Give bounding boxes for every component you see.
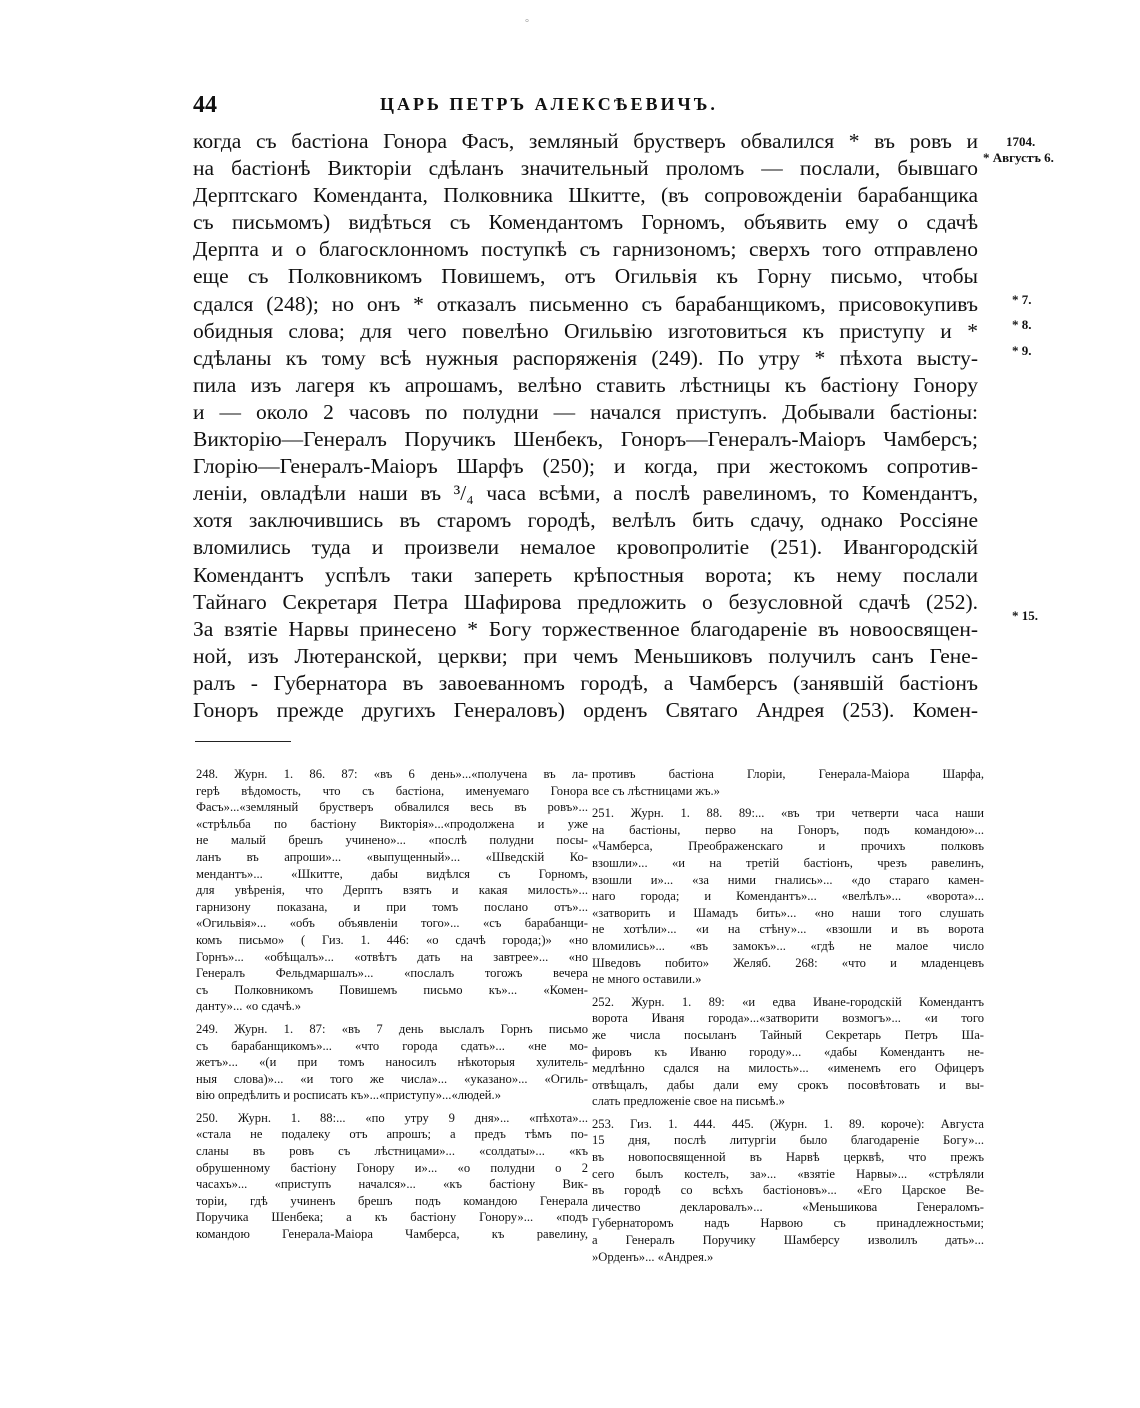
footnote-line: 252. Журн. 1. 89: «и едва Иване-городскій Комендантъ [592,994,984,1009]
main-text-line: ралъ - Губернатора въ завоеванномъ городѣ, а Чамберсъ (занявшій бастіонъ [193,670,978,695]
footnote-line: 248. Журн. 1. 86. 87: «въ 6 день»...«получена въ ла- [196,767,588,781]
footnote-line: личество декларовалъ»... «Меньшикова Генераломъ- [592,1199,984,1214]
main-text-line: Глорію—Генералъ-Маіоръ Шарфъ (250); и когда, при жестокомъ сопротив- [193,454,978,479]
main-text-line: Викторію—Генералъ Поручикъ Шенбекъ, Гоноръ—Генералъ-Маіоръ Чамберсъ; [193,427,978,452]
main-text-line: когда съ бастіона Гонора Фасъ, земляный брустверъ обвалился * въ ровъ и [193,129,978,153]
main-text [193,128,978,724]
footnote-line: 15 дня, послѣ литургіи было благодареніе Богу»... [592,1133,984,1148]
footnote-line: 251. Журн. 1. 88. 89:... «въ три четверти часа наши [592,806,984,821]
footnote-line: комъ письмо» ( Гиз. 1. 446: «о сдачѣ города;)» «но [196,932,588,947]
footnote-line: часахъ»... «приступъ начался»... «къ бастіону Вик- [196,1177,588,1192]
main-text-line: хотя заключившись въ старомъ городѣ, велѣлъ бить сдачу, однако Россіяне [193,508,978,533]
footnote-line: взошли и»... «за ними гнались»... «до стараго камен- [592,872,984,887]
footnote [592,994,984,1110]
footnote [196,1021,588,1104]
footnote-line: вломились»... «въ замокъ»... «гдѣ не малое число [592,938,984,953]
footnote-line: съ барабанщикомъ»... «что города сдать»... «не мо- [196,1038,588,1053]
footnote-line: ланъ въ апроши»... «выпущенный»... «Шведскій Ко- [196,849,588,864]
footnote-line: данту»... «о сдачѣ.» [196,999,302,1014]
footnote-line: Фасъ»...«земляный брустверъ обвалился весь въ ровъ»... [196,800,588,815]
main-text-line: леніи, овладѣли наши въ ³/₄ часа всѣми, а послѣ равелиномъ, то Комендантъ, [193,481,978,506]
footnote-line: Горнъ»... «обѣщалъ»... «отвѣтъ дать на завтрее»... «но [196,949,588,964]
main-text-line: Комендантъ успѣлъ таки запереть крѣпостныя ворота; къ нему послали [193,562,978,587]
footnote-line: отвѣщалъ, дабы дали ему срокъ посовѣтовать и вы- [592,1077,984,1092]
footnote-line: не хотѣли»... «и на стѣну»... «взошли и въ ворота [592,922,984,937]
paper-speck: ° [525,18,529,29]
margin-note-year: 1704. [1006,134,1036,149]
footnote-line: 253. Гиз. 1. 444. 445. (Журн. 1. 89. короче): Августа [592,1116,984,1131]
footnote-line: наго города; и Комендантъ»... «велѣлъ»... «ворота»... [592,889,984,904]
footnote-line: обрушенному бастіону Гонору и»... «о полудни о 2 [196,1160,588,1175]
footnote-line: «стрѣльба по бастіону Викторія»...«продолжена и уже [196,816,588,831]
footnote-line: а Генералъ Поручику Шамберсу изволилъ дать»... [592,1233,984,1248]
margin-note-7: * 7. [1012,292,1032,307]
margin-note-august-6: * Августъ 6. [983,150,1054,165]
footnote-line: 250. Журн. 1. 88:... «по утру 9 дня»... «пѣхота»... [196,1110,588,1125]
footnote-line: вію опредѣлить и росписать къ»...«приступу»...«людей.» [196,1088,501,1103]
margin-note-15: * 15. [1012,608,1038,623]
page-number: 44 [193,92,217,118]
footnote [196,766,588,1015]
margin-note-9: * 9. [1012,343,1032,358]
running-title: ЦАРЬ ПЕТРЪ АЛЕКСѢЕВИЧЪ. [380,94,718,114]
main-text-line: Гоноръ прежде другихъ Генераловъ) орденъ Святаго Андрея (253). Комен- [193,697,978,722]
footnote-line: герѣ вѣдомость, что съ бастіона, именуемаго Гонора [196,783,588,798]
footnote-line: же числа посыланъ Тайный Секретарь Петръ Ша- [592,1027,984,1042]
footnote-line: жетъ»... «(и при томъ наносилъ нѣкоторыя хулитель- [196,1055,588,1070]
footnote-line: ворота Иваня города»...«затворити возмогъ»... «и того [592,1011,984,1026]
main-text-line: За взятіе Нарвы принесено * Богу торжественное благодареніе въ новоосвящен- [193,616,978,641]
main-text-line: обидныя слова; для чего повелѣно Огильвію изготовиться къ приступу и * [193,318,978,343]
footnote-line: «Огильвія»... «объ объявленіи того»... «съ барабанщи- [196,916,588,931]
footnote-line: »Орденъ»... «Андрея.» [592,1249,714,1264]
footnote-line: сланы въ ровъ съ лѣстницами»... «солдаты»... «къ [196,1144,588,1159]
footnote-line: съ Полковникомъ Повишемъ письмо къ»... «Комен- [196,982,588,997]
main-text-line: Дерптскаго Коменданта, Полковника Шкитте, (въ сопровожденіи барабанщика [193,183,978,208]
footnote-line: «стала не подалеку отъ апрошъ; а предъ тѣмъ по- [196,1127,588,1142]
footnote [592,1116,984,1265]
footnote-line: Поручика Шенбека; а къ бастіону Гонору»... «подъ [196,1210,588,1225]
footnote-line: для увѣренія, что Дерптъ взятъ и какая милость»... [196,883,588,898]
footnote-line: въ городѣ со всѣхъ бастіоновъ»... «Его Царское Ве- [592,1183,984,1198]
footnote-line: гарнизону показана, и при томъ послано отъ»... [196,899,588,914]
main-text-line: вломились туда и произвели немалое кровопролитіе (251). Ивангородскій [193,535,978,560]
footnote-line: фировъ къ Иваню городу»... «дабы Комендантъ не- [592,1044,984,1059]
footnote-line: ныя слова)»... «и того же числа»... «указано»... «Огиль- [196,1071,588,1086]
footnote-line: сего былъ костелъ, за»... «взятіе Нарвы»... «стрѣляли [592,1166,984,1181]
footnote-line: въ новопосвященной въ Нарвѣ церквѣ, что прежъ [592,1150,984,1165]
main-text-line: еще съ Полковникомъ Повишемъ, отъ Огильвія къ Горну письмо, чтобы [193,264,978,289]
main-text-line: ной, изъ Лютеранской, церкви; при чемъ Меньшиковъ получилъ санъ Гене- [193,643,978,668]
footnote [592,766,984,799]
footnote-line: все съ лѣстницами жъ.» [592,783,720,798]
footnote-line: Генералъ Фельдмаршалъ»... «послалъ тогожъ вечера [196,966,588,981]
footnote-line: слать предложеніе свое на письмѣ.» [592,1094,785,1109]
footnote-line: мендантъ»... «Шкитте, дабы видѣлся съ Горномъ, [196,866,588,881]
footnote [196,1110,588,1243]
margin-note-8: * 8. [1012,317,1032,332]
main-text-line: и — около 2 часовъ по полудни — начался приступъ. Добывали бастіоны: [193,399,978,424]
main-text-line: Дерпта и о благосклонномъ поступкѣ съ гарнизономъ; сверхъ того отправлено [193,237,978,262]
footnote-line: торіи, гдѣ учиненъ брешъ подъ командою Генерала [196,1193,588,1208]
footnote-line: не малый брешъ учинено»... «послѣ полудни посы- [196,833,588,848]
main-text-line: сдался (248); но онъ * отказалъ письменно съ барабанщикомъ, присовокупивъ [193,291,978,316]
footnote-rule [195,741,291,742]
footnotes-left-column [196,766,588,1243]
main-text-line: на бастіонѣ Викторіи сдѣланъ значительный проломъ — послали, бывшаго [193,156,978,181]
footnote-line: «затворить и Шамадъ бить»... «но наши того слушать [592,905,984,920]
main-text-line: съ письмомъ) видѣться съ Комендантомъ Горномъ, объявить ему о сдачѣ [193,210,978,235]
footnote-line: Губернаторомъ надъ Нарвою съ принадлежностьми; [592,1216,984,1231]
main-text-line: пила изъ лагеря къ апрошамъ, велѣно ставить лѣстницы къ бастіону Гонору [193,372,978,397]
footnote-line: 249. Журн. 1. 87: «въ 7 день выслалъ Горнъ письмо [196,1021,588,1036]
footnote-line: не много оставили.» [592,972,702,987]
footnote-line: Шведовъ побито» Желяб. 268: «что и младенцевъ [592,955,984,970]
footnote-line: взошли»... «и на третій бастіонъ, чрезъ равелинъ, [592,855,984,870]
footnote-line: командою Генерала-Маіора Чамберса, къ равелину, [196,1227,588,1242]
footnote-line: на бастіоны, перво на Гоноръ, подъ командою»... [592,822,984,837]
footnote-line: противъ бастіона Глоріи, Генерала-Маіора Шарфа, [592,767,984,781]
footnote-line: «Чамберса, Преображенскаго и прочихъ полковъ [592,839,984,854]
footnotes-right-column [592,766,984,1265]
footnote [592,805,984,988]
main-text-line: Тайнаго Секретаря Петра Шафирова предложить о безусловной сдачѣ (252). [193,589,978,614]
footnote-line: медлѣнно сдался на милость»... «именемъ его Офицеръ [592,1061,984,1076]
main-text-line: сдѣланы къ тому всѣ нужныя распоряженія (249). По утру * пѣхота высту- [193,345,978,370]
